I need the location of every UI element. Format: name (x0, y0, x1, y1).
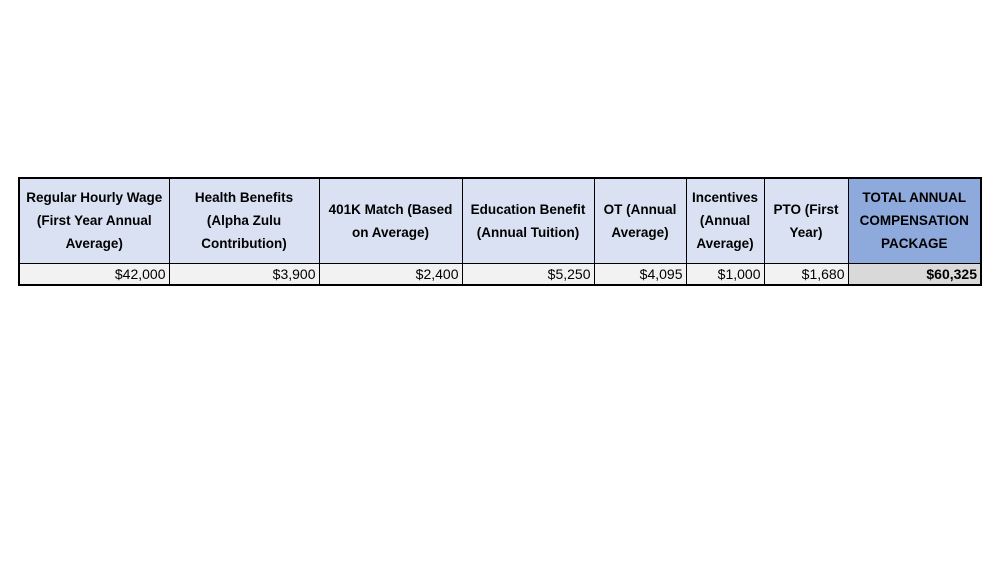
value-regular-hourly-wage: $42,000 (19, 263, 169, 285)
header-401k-match: 401K Match (Based on Average) (319, 178, 462, 263)
header-ot: OT (Annual Average) (594, 178, 686, 263)
header-regular-hourly-wage: Regular Hourly Wage (First Year Annual Average) (19, 178, 169, 263)
header-row (19, 178, 981, 263)
header-health-benefits: Health Benefits (Alpha Zulu Contribution) (169, 178, 319, 263)
header-incentives: Incentives (Annual Average) (686, 178, 764, 263)
value-education-benefit: $5,250 (462, 263, 594, 285)
header-pto: PTO (First Year) (764, 178, 848, 263)
compensation-table (18, 177, 982, 286)
value-incentives: $1,000 (686, 263, 764, 285)
header-education-benefit: Education Benefit (Annual Tuition) (462, 178, 594, 263)
value-health-benefits: $3,900 (169, 263, 319, 285)
value-401k-match: $2,400 (319, 263, 462, 285)
values-row (19, 263, 981, 285)
value-total-compensation: $60,325 (848, 263, 981, 285)
value-pto: $1,680 (764, 263, 848, 285)
value-ot: $4,095 (594, 263, 686, 285)
header-total-compensation: TOTAL ANNUAL COMPENSATION PACKAGE (848, 178, 981, 263)
